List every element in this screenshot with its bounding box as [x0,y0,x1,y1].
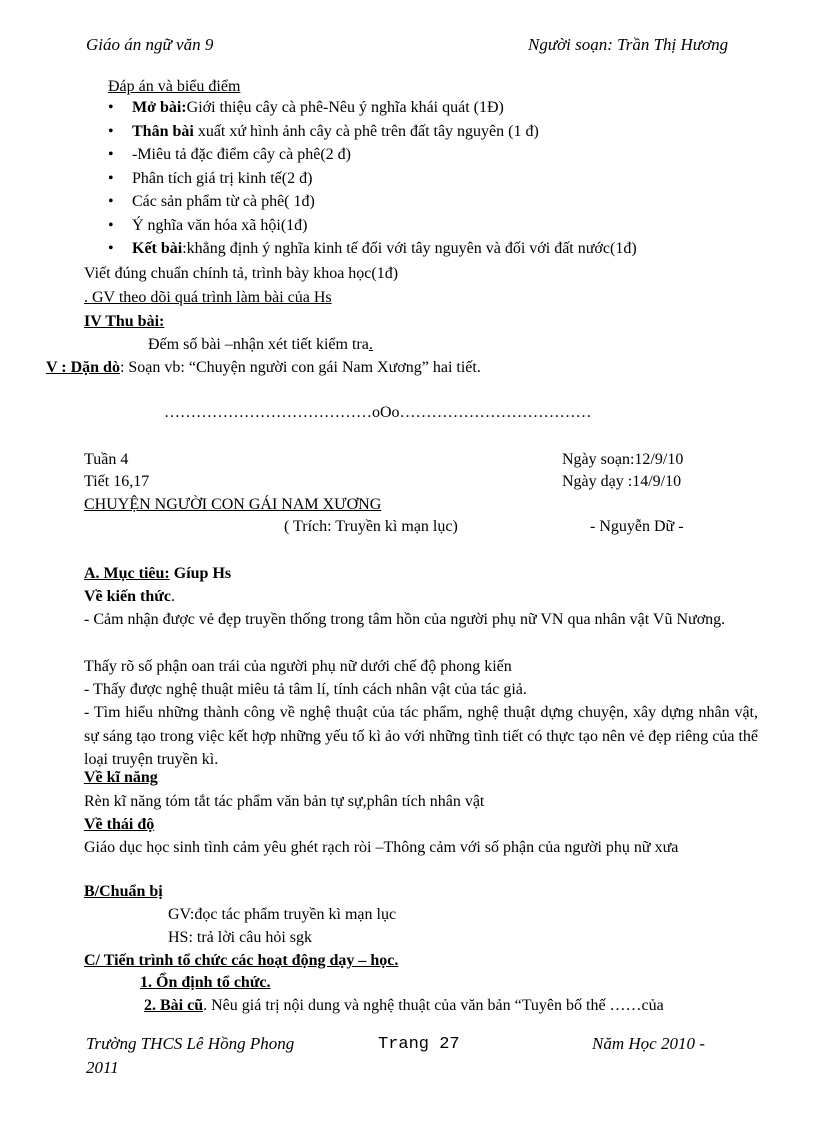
answer-item: • Ý nghĩa văn hóa xã hội(1đ) [84,215,764,239]
footer-school: Trường THCS Lê Hồng Phong [86,1034,295,1053]
week: Tuần 4 [84,451,129,468]
answer-key-title: Đáp án và biểu điểm [108,78,241,95]
attitude-text: Giáo dục học sinh tình cảm yêu ghét rạch ròi –Thông cảm với số phận của người phụ nữ xưa [84,839,679,856]
separator: …………………………………oOo……………………………… [164,404,592,421]
answer-item: • -Miêu tả đặc điểm cây cà phê(2 đ) [84,144,764,168]
spelling-criterion: Viết đúng chuẩn chính tả, trình bày khoa học(1đ) [84,265,399,282]
objectives-title: A. Mục tiêu: Gíup Hs [84,565,232,582]
lesson-title: CHUYỆN NGƯỜI CON GÁI NAM XƯƠNG [84,496,382,513]
answer-item: • Thân bài xuất xứ hình ảnh cây cà phê trên đất tây nguyên (1 đ) [84,121,764,145]
footer-page: Trang 27 [378,1035,460,1054]
header-left: Giáo án ngữ văn 9 [86,35,214,54]
teach-date: Ngày dạy :14/9/10 [562,473,682,490]
knowledge-3: - Thấy được nghệ thuật miêu tả tâm lí, tính cách nhân vật của tác giả. [84,681,527,698]
knowledge-title: Về kiến thức. [84,588,175,605]
section-v: V : Dặn dò: Soạn vb: “Chuyện người con gái Nam Xương” hai tiết. [46,359,481,376]
procedure-step-2: 2. Bài cũ. Nêu giá trị nội dung và nghệ thuật của văn bản “Tuyên bố thế ……của [144,997,664,1014]
section-iv-title: IV Thu bài: [84,313,165,330]
answer-item: • Kết bài:khẳng định ý nghĩa kinh tế đối với tây nguyên và đối với đất nước(1đ) [84,238,764,262]
answer-item: • Các sản phẩm từ cà phê( 1đ) [84,191,764,215]
footer-year-cont: 2011 [86,1058,119,1077]
answer-key-list [84,97,764,262]
answer-item: • Mở bài:Giới thiệu cây cà phê-Nêu ý nghĩa khái quát (1Đ) [84,97,764,121]
answer-item: • Phân tích giá trị kinh tế(2 đ) [84,168,764,192]
lesson-source: ( Trích: Truyền kì mạn lục) [284,518,458,535]
footer-year: Năm Học 2010 - [592,1034,705,1053]
attitude-title: Về thái độ [84,816,155,833]
procedure-title: C/ Tiến trình tổ chức các hoạt động dạy – học. [84,952,399,969]
period: Tiết 16,17 [84,473,150,490]
gv-monitor-line: . GV theo dõi quá trình làm bài của Hs [84,289,332,306]
skill-title: Về kĩ năng [84,769,158,786]
section-iv-text: Đếm số bài –nhận xét tiết kiểm tra. [148,336,373,353]
knowledge-2: Thấy rõ số phận oan trái của người phụ nữ dưới chế độ phong kiến [84,658,512,675]
knowledge-1: - Cảm nhận được vẻ đẹp truyền thống trong tâm hồn của người phụ nữ VN qua nhân vật Vũ Nương. [84,611,726,628]
header-right: Người soạn: Trần Thị Hương [528,35,729,54]
skill-text: Rèn kĩ năng tóm tắt tác phẩm văn bản tự sự,phân tích nhân vật [84,793,485,810]
lesson-author: - Nguyễn Dữ - [590,518,684,535]
prep-gv: GV:đọc tác phẩm truyền kì mạn lục [168,906,397,923]
prep-date: Ngày soạn:12/9/10 [562,451,684,468]
knowledge-4: - Tìm hiểu những thành công về nghệ thuật của tác phẩm, nghệ thuật dựng chuyện, xây dựng nhân vật, sự sáng tạo trong việc kết hợp những yếu tố kì ảo với những tình tiết có thực tạo nên vẻ đẹp riêng của thể loại truyện truyền kì. [84,704,758,769]
procedure-step-1: 1. Ổn định tổ chức. [140,974,271,991]
preparation-title: B/Chuẩn bị [84,883,163,900]
prep-hs: HS: trả lời câu hỏi sgk [168,929,312,946]
